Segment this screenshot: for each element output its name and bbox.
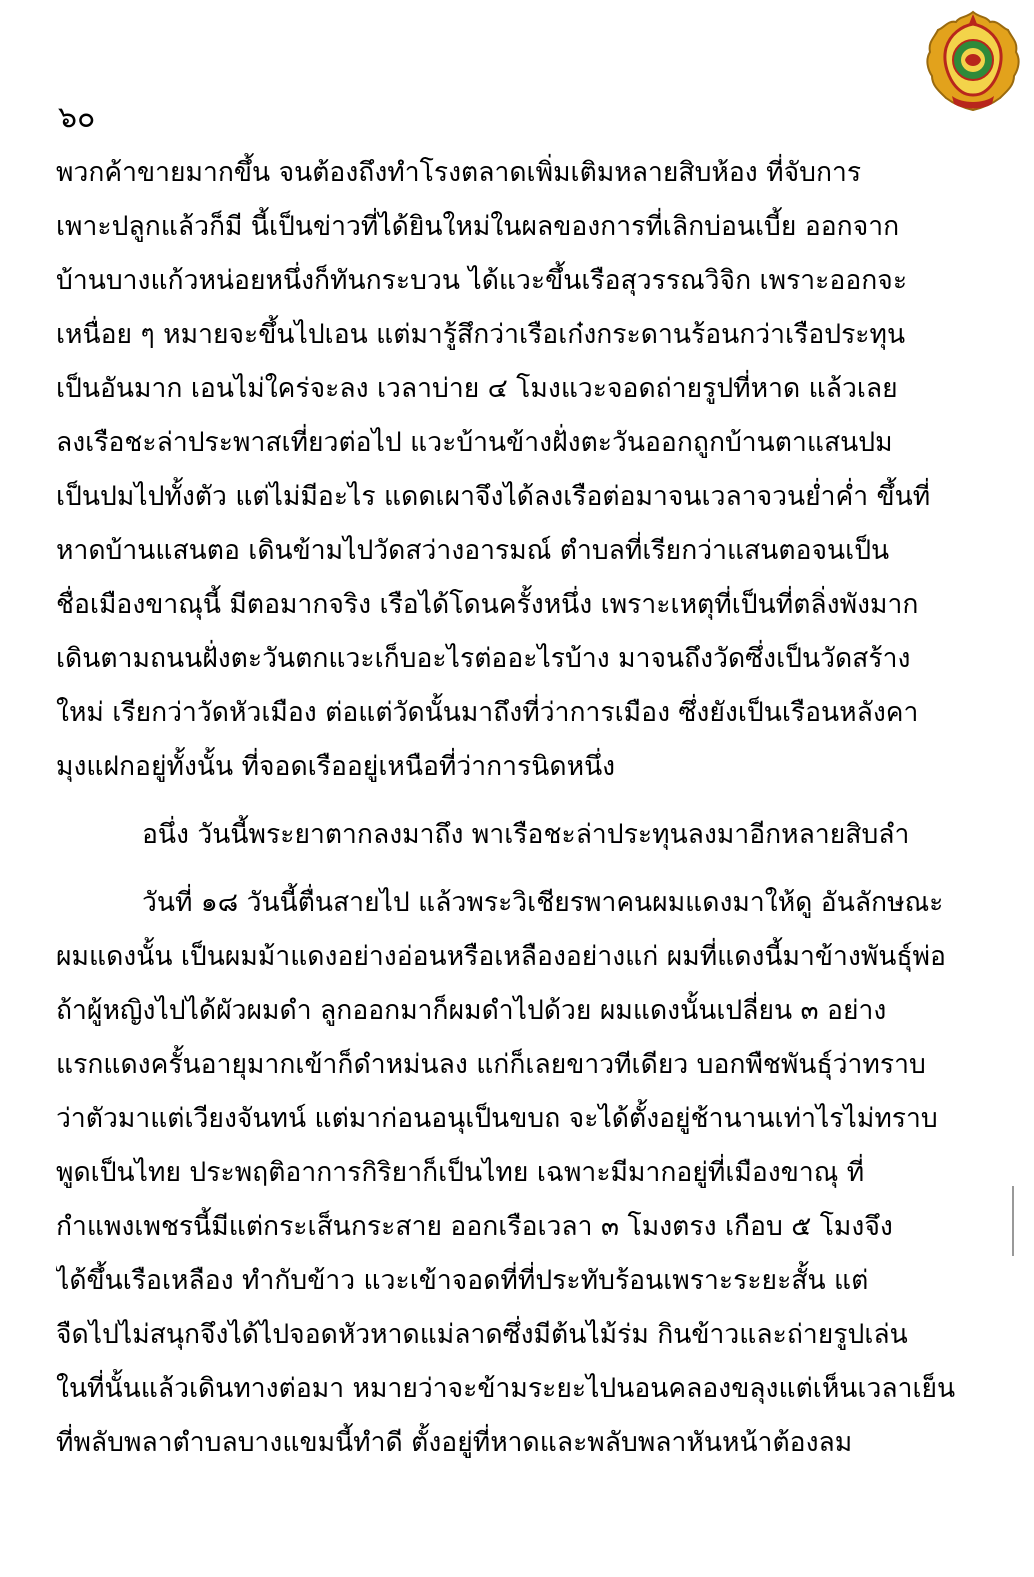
scan-edge-mark: [1012, 1186, 1014, 1256]
text-line: ชื่อเมืองขาณุนี้ มีตอมากจริง เรือได้โดนครั้งหนึ่ง เพราะเหตุที่เป็นที่ตลิ่งพังมาก: [56, 589, 919, 620]
body-text: [56, 146, 1004, 1470]
text-line: เป็นปมไปทั้งตัว แต่ไม่มีอะไร แดดเผาจึงได้ลงเรือต่อมาจนเวลาจวนย่ำค่ำ ขึ้นที่: [56, 481, 931, 512]
text-line: ลงเรือชะล่าประพาสเที่ยวต่อไป แวะบ้านข้างฝั่งตะวันออกถูกบ้านตาแสนปม: [56, 427, 893, 458]
text-line: หาดบ้านแสนตอ เดินข้ามไปวัดสว่างอารมณ์ ตำบลที่เรียกว่าแสนตอจนเป็น: [56, 535, 890, 566]
text-line: มุงแฝกอยู่ทั้งนั้น ที่จอดเรืออยู่เหนือที่ว่าการนิดหนึ่ง: [56, 751, 616, 782]
text-line: กำแพงเพชรนี้มีแต่กระเส็นกระสาย ออกเรือเวลา ๓ โมงตรง เกือบ ๕ โมงจึง: [56, 1211, 893, 1242]
text-line: ในที่นั้นแล้วเดินทางต่อมา หมายว่าจะข้ามระยะไปนอนคลองขลุงแต่เห็นเวลาเย็น: [56, 1373, 956, 1404]
text-line: เหนื่อย ๆ หมายจะขึ้นไปเอน แต่มารู้สึกว่าเรือเก๋งกระดานร้อนกว่าเรือประทุน: [56, 319, 906, 350]
text-line: ถ้าผู้หญิงไปได้ผัวผมดำ ลูกออกมาก็ผมดำไปด้วย ผมแดงนั้นเปลี่ยน ๓ อย่าง: [56, 995, 887, 1026]
text-line: ได้ขึ้นเรือเหลือง ทำกับข้าว แวะเข้าจอดที่ที่ประทับร้อนเพราะระยะสั้น แต่: [56, 1265, 869, 1296]
school-emblem-icon: [922, 8, 1024, 114]
text-line: พูดเป็นไทย ประพฤติอาการกิริยาก็เป็นไทย เฉพาะมีมากอยู่ที่เมืองขาณุ ที่: [56, 1157, 865, 1188]
text-line: บ้านบางแก้วหน่อยหนึ่งก็ทันกระบวน ได้แวะขึ้นเรือสุวรรณวิจิก เพราะออกจะ: [56, 265, 908, 296]
text-line: จืดไปไม่สนุกจึงได้ไปจอดหัวหาดแม่ลาดซึ่งมีต้นไม้ร่ม กินข้าวและถ่ายรูปเล่น: [56, 1319, 908, 1350]
paragraph-first-line: วันที่ ๑๘ วันนี้ตื่นสายไป แล้วพระวิเชียรพาคนผมแดงมาให้ดู อันลักษณะ: [142, 887, 944, 918]
text-line: เป็นอันมาก เอนไม่ใคร่จะลง เวลาบ่าย ๔ โมงแวะจอดถ่ายรูปที่หาด แล้วเลย: [56, 373, 898, 404]
page-number: ๖๐: [58, 100, 96, 135]
text-line: ใหม่ เรียกว่าวัดหัวเมือง ต่อแต่วัดนั้นมาถึงที่ว่าการเมือง ซึ่งยังเป็นเรือนหลังคา: [56, 697, 919, 728]
text-line: แรกแดงครั้นอายุมากเข้าก็ดำหม่นลง แก่ก็เลยขาวทีเดียว บอกพืชพันธุ์ว่าทราบ: [56, 1049, 926, 1080]
paragraph-first-line: อนึ่ง วันนี้พระยาตากลงมาถึง พาเรือชะล่าประทุนลงมาอีกหลายสิบลำ: [142, 819, 910, 850]
emblem-graphic: [922, 8, 1024, 114]
text-line: ที่พลับพลาตำบลบางแขมนี้ทำดี ตั้งอยู่ที่หาดและพลับพลาหันหน้าต้องลม: [56, 1427, 853, 1458]
text-line: พวกค้าขายมากขึ้น จนต้องถึงทำโรงตลาดเพิ่มเติมหลายสิบห้อง ที่จับการ: [56, 157, 862, 188]
text-line: เพาะปลูกแล้วก็มี นี้เป็นข่าวที่ได้ยินใหม่ในผลของการที่เลิกบ่อนเบี้ย ออกจาก: [56, 211, 900, 242]
text-line: ว่าตัวมาแต่เวียงจันทน์ แต่มาก่อนอนุเป็นขบถ จะได้ตั้งอยู่ช้านานเท่าไรไม่ทราบ: [56, 1103, 938, 1134]
text-line: ผมแดงนั้น เป็นผมม้าแดงอย่างอ่อนหรือเหลืองอย่างแก่ ผมที่แดงนี้มาข้างพันธุ์พ่อ: [56, 941, 946, 972]
text-line: เดินตามถนนฝั่งตะวันตกแวะเก็บอะไรต่ออะไรบ้าง มาจนถึงวัดซึ่งเป็นวัดสร้าง: [56, 643, 911, 674]
